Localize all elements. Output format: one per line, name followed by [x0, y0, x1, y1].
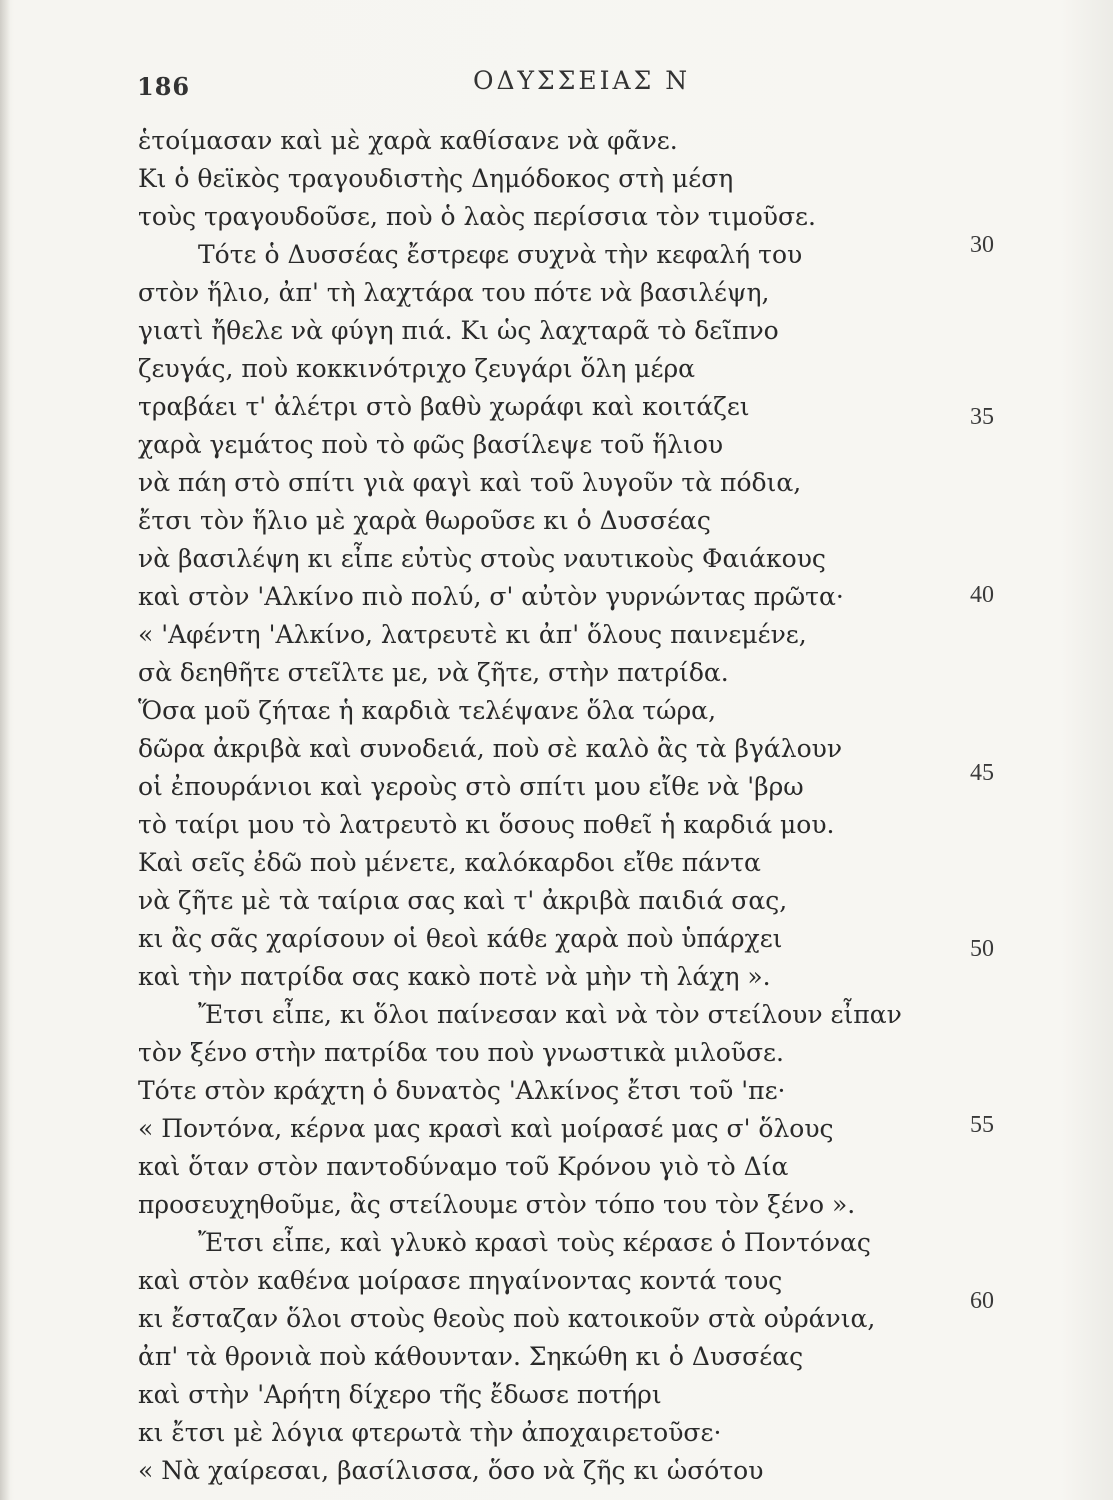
- verse-line: χαρὰ γεμάτος ποὺ τὸ φῶς βασίλεψε τοῦ ἥλιου: [138, 430, 724, 459]
- running-head: ΟΔΥΣΣΕΙΑΣ Ν: [473, 66, 691, 95]
- verse-line: ἀπ' τὰ θρονιὰ ποὺ κάθουνταν. Σηκώθη κι ὁ Δυσσέας: [138, 1342, 804, 1371]
- verse-line: κι ἔτσι μὲ λόγια φτερωτὰ τὴν ἀποχαιρετοῦσε·: [138, 1418, 722, 1447]
- verse-line: Κι ὁ θεϊκὸς τραγουδιστὴς Δημόδοκος στὴ μέση: [138, 164, 734, 193]
- verse-line: τὸν ξένο στὴν πατρίδα του ποὺ γνωστικὰ μιλοῦσε.: [138, 1038, 784, 1067]
- verse-line: στὸν ἥλιο, ἀπ' τὴ λαχτάρα του πότε νὰ βασιλέψη,: [138, 278, 770, 307]
- verse-line: ἑτοίμασαν καὶ μὲ χαρὰ καθίσανε νὰ φᾶνε.: [138, 126, 678, 155]
- verse-line: σὰ δεηθῆτε στεῖλτε με, νὰ ζῆτε, στὴν πατρίδα.: [138, 658, 729, 687]
- line-number: 60: [970, 1288, 994, 1314]
- line-number: 55: [970, 1112, 994, 1138]
- verse-line: δῶρα ἀκριβὰ καὶ συνοδειά, ποὺ σὲ καλὸ ἂς τὰ βγάλουν: [138, 734, 843, 763]
- verse-line: καὶ στὸν καθένα μοίρασε πηγαίνοντας κοντά τους: [138, 1266, 783, 1295]
- verse-line: τὸ ταίρι μου τὸ λατρευτὸ κι ὅσους ποθεῖ ἡ καρδιά μου.: [138, 810, 835, 839]
- verse-line: καὶ τὴν πατρίδα σας κακὸ ποτὲ νὰ μὴν τὴ λάχη ».: [138, 962, 771, 991]
- verse-line: « Νὰ χαίρεσαι, βασίλισσα, ὅσο νὰ ζῆς κι ὡσότου: [138, 1456, 764, 1485]
- line-number: 45: [970, 760, 994, 786]
- verse-line: καὶ στὸν 'Αλκίνο πιὸ πολύ, σ' αὐτὸν γυρνώντας πρῶτα·: [138, 582, 844, 611]
- verse-line: τραβάει τ' ἀλέτρι στὸ βαθὺ χωράφι καὶ κοιτάζει: [138, 392, 750, 421]
- verse-line: κι ἔσταζαν ὅλοι στοὺς θεοὺς ποὺ κατοικοῦν στὰ οὐράνια,: [138, 1304, 876, 1333]
- verse-line: προσευχηθοῦμε, ἂς στείλουμε στὸν τόπο του τὸν ξένο ».: [138, 1190, 856, 1219]
- verse-line: γιατὶ ἤθελε νὰ φύγη πιά. Κι ὡς λαχταρᾶ τὸ δεῖπνο: [138, 316, 779, 345]
- line-number: 30: [970, 232, 994, 258]
- verse-line: τοὺς τραγουδοῦσε, ποὺ ὁ λαὸς περίσσια τὸν τιμοῦσε.: [138, 202, 816, 231]
- line-number: 40: [970, 582, 994, 608]
- verse-line: Τότε ὁ Δυσσέας ἔστρεφε συχνὰ τὴν κεφαλή του: [198, 240, 803, 269]
- verse-line: νὰ βασιλέψη κι εἶπε εὐτὺς στοὺς ναυτικοὺς Φαιάκους: [138, 544, 826, 573]
- line-number: 35: [970, 404, 994, 430]
- verse-line: οἱ ἐπουράνιοι καὶ γεροὺς στὸ σπίτι μου εἴθε νὰ 'βρω: [138, 772, 804, 801]
- page-number: 186: [137, 72, 191, 101]
- verse-line: Ὅσα μοῦ ζήταε ἡ καρδιὰ τελέψανε ὅλα τώρα,: [138, 696, 717, 725]
- verse-line: Ἔτσι εἶπε, κι ὅλοι παίνεσαν καὶ νὰ τὸν στείλουν εἶπαν: [198, 1000, 902, 1029]
- verse-line: κι ἂς σᾶς χαρίσουν οἱ θεοὶ κάθε χαρὰ ποὺ ὑπάρχει: [138, 924, 783, 953]
- verse-line: Ἔτσι εἶπε, καὶ γλυκὸ κρασὶ τοὺς κέρασε ὁ Ποντόνας: [198, 1228, 871, 1257]
- verse-line: ζευγάς, ποὺ κοκκινότριχο ζευγάρι ὅλη μέρα: [138, 354, 696, 383]
- verse-line: καὶ στὴν 'Αρήτη δίχερο τῆς ἔδωσε ποτήρι: [138, 1380, 662, 1409]
- verse-line: νὰ ζῆτε μὲ τὰ ταίρια σας καὶ τ' ἀκριβὰ παιδιά σας,: [138, 886, 788, 915]
- verse-line: Τότε στὸν κράχτη ὁ δυνατὸς 'Αλκίνος ἔτσι τοῦ 'πε·: [138, 1076, 786, 1105]
- verse-line: « Ποντόνα, κέρνα μας κρασὶ καὶ μοίρασέ μας σ' ὅλους: [138, 1114, 834, 1143]
- verse-line: καὶ ὅταν στὸν παντοδύναμο τοῦ Κρόνου γιὸ τὸ Δία: [138, 1152, 789, 1181]
- verse-line: νὰ πάη στὸ σπίτι γιὰ φαγὶ καὶ τοῦ λυγοῦν τὰ πόδια,: [138, 468, 802, 497]
- verse-line: Καὶ σεῖς ἐδῶ ποὺ μένετε, καλόκαρδοι εἴθε πάντα: [138, 848, 761, 877]
- line-number: 50: [970, 936, 994, 962]
- verse-line: « 'Αφέντη 'Αλκίνο, λατρευτὲ κι ἀπ' ὅλους παινεμένε,: [138, 620, 807, 649]
- page-gutter-shadow: [0, 0, 10, 1500]
- verse-line: ἔτσι τὸν ἥλιο μὲ χαρὰ θωροῦσε κι ὁ Δυσσέας: [138, 506, 711, 535]
